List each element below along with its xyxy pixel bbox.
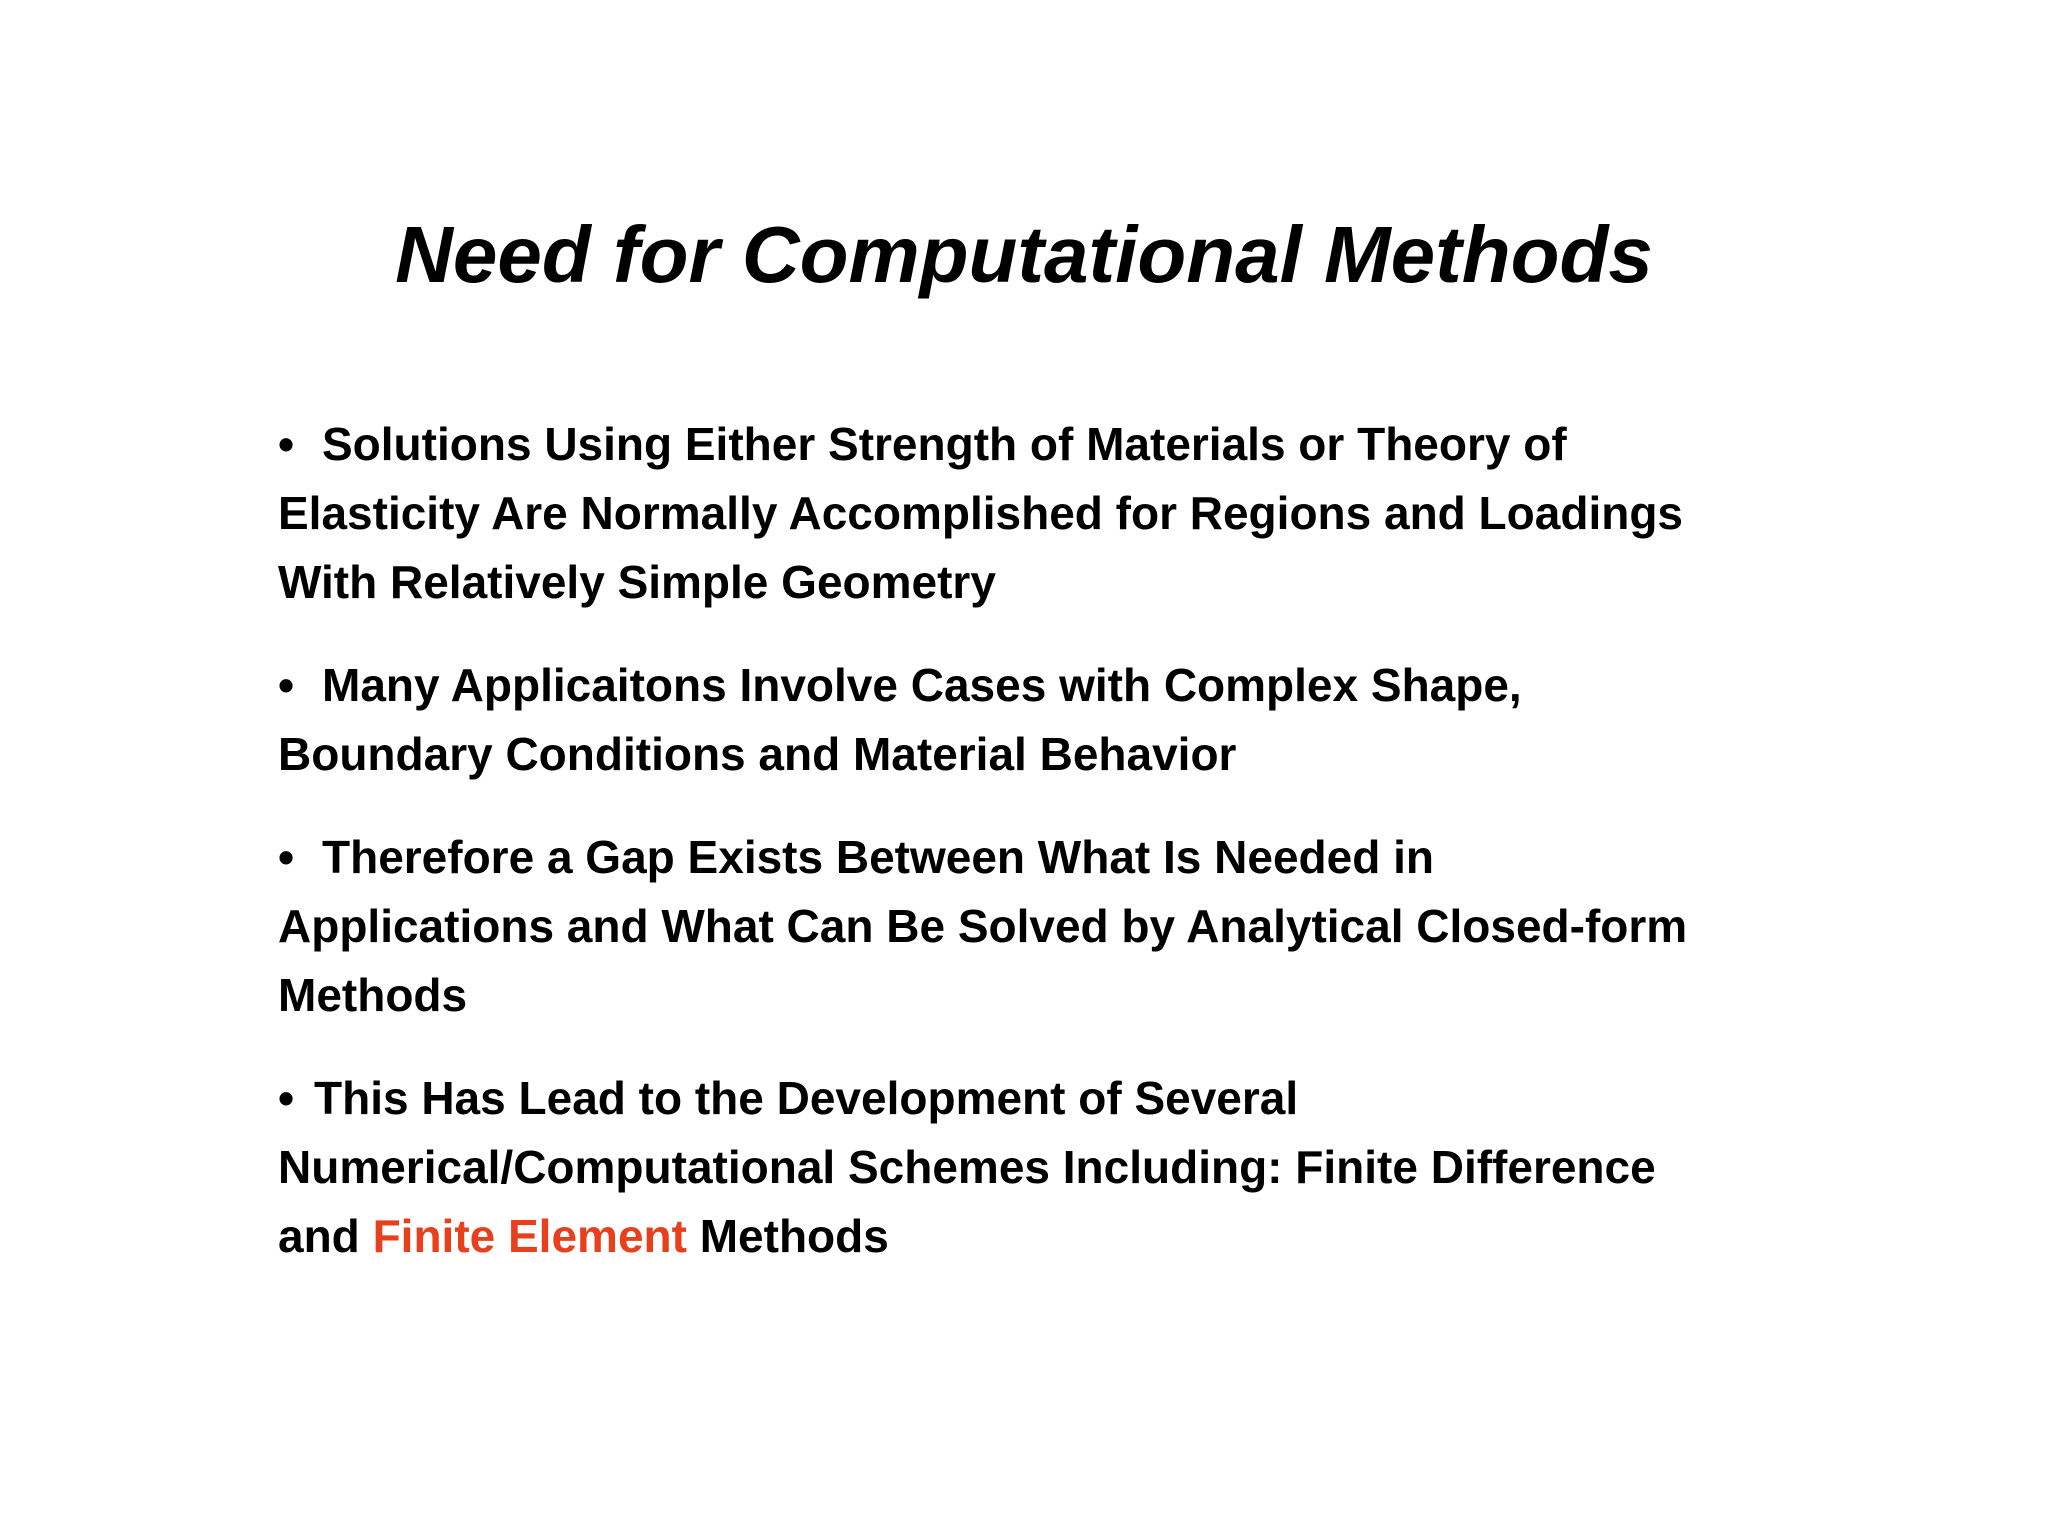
bullet-text-after: Methods (686, 1210, 889, 1262)
bullet-line (278, 1202, 1818, 1271)
bullet-text: Many Applicaitons Involve Cases with Complex Shape, (322, 659, 1522, 711)
bullet-line (278, 1064, 1818, 1133)
slide-title: Need for Computational Methods (395, 210, 1653, 299)
bullet-item (278, 823, 1818, 1030)
bullet-text: Solutions Using Either Strength of Materials or Theory of (322, 418, 1567, 470)
highlighted-term: Finite Element (372, 1210, 687, 1262)
bullet-item (278, 651, 1818, 789)
bullet-marker: • (278, 831, 295, 883)
bullet-marker: • (278, 1072, 295, 1124)
bullet-list (278, 410, 1818, 1305)
bullet-line (278, 410, 1818, 479)
bullet-line: Methods (278, 969, 468, 1021)
bullet-item (278, 1064, 1818, 1271)
bullet-marker: • (278, 418, 295, 470)
bullet-line: Boundary Conditions and Material Behavior (278, 728, 1237, 780)
bullet-line: With Relatively Simple Geometry (278, 556, 996, 608)
bullet-line: Numerical/Computational Schemes Including: Finite Difference (278, 1141, 1656, 1193)
bullet-line: Applications and What Can Be Solved by Analytical Closed-form (278, 900, 1688, 952)
bullet-line (278, 823, 1818, 892)
bullet-marker: • (278, 659, 295, 711)
bullet-text: This Has Lead to the Development of Several (314, 1072, 1299, 1124)
bullet-text-before: and (278, 1210, 373, 1262)
bullet-line (278, 651, 1818, 720)
bullet-item (278, 410, 1818, 617)
bullet-text: Therefore a Gap Exists Between What Is Needed in (322, 831, 1434, 883)
bullet-line: Elasticity Are Normally Accomplished for Regions and Loadings (278, 487, 1683, 539)
